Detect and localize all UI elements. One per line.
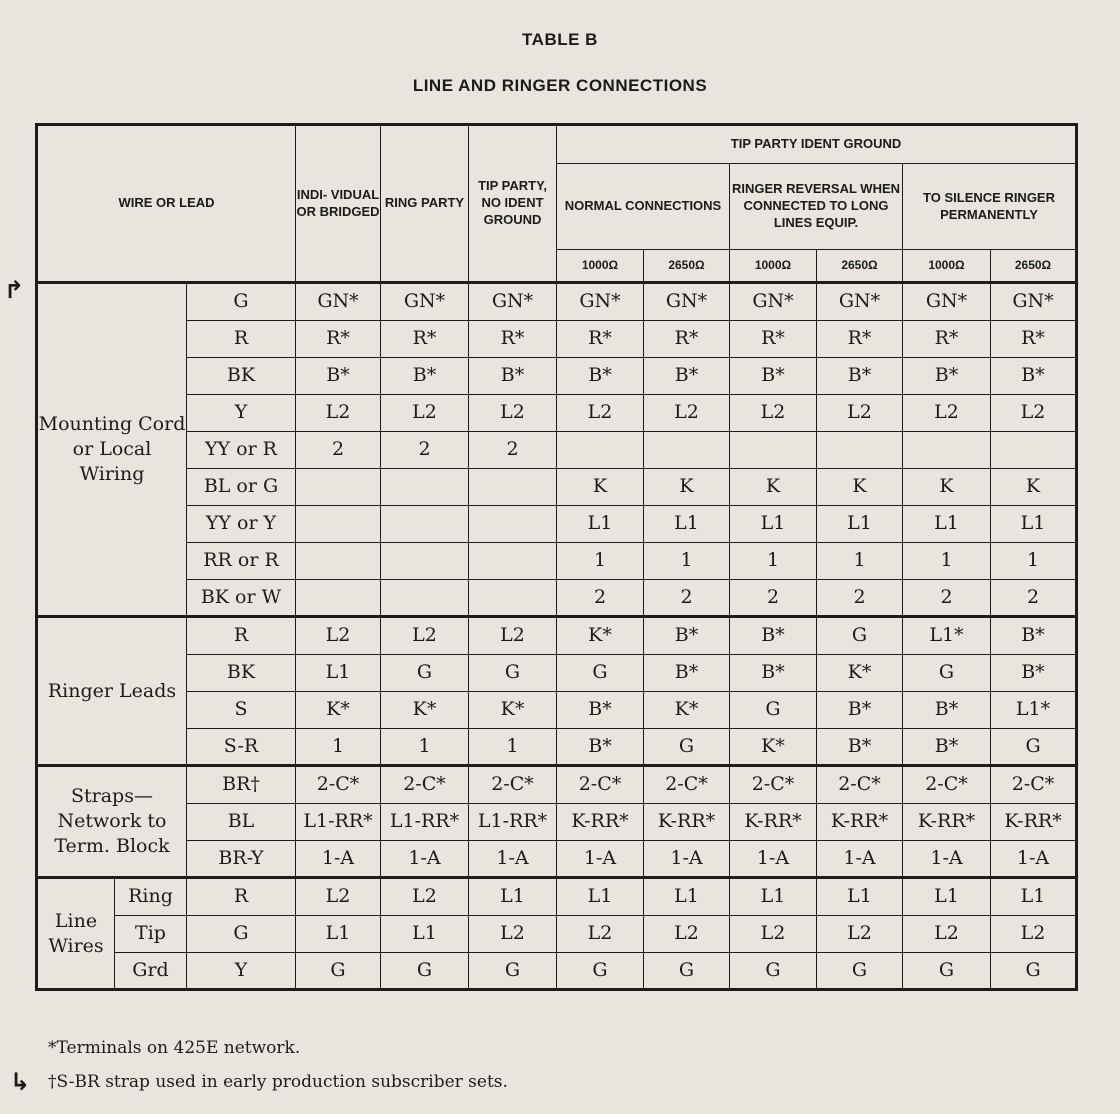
connection-cell: L2 [469,916,557,953]
connection-cell: B* [991,617,1077,655]
connection-cell: L1 [557,878,644,916]
footnote: †S-BR strap used in early production subscriber sets. [48,1072,508,1092]
table-row [37,321,1077,358]
table-row [37,432,1077,469]
connection-cell: L1 [817,878,903,916]
table-row [37,469,1077,506]
connection-cell: B* [730,358,817,395]
connection-cell [991,432,1077,469]
wire-cell: R [187,321,296,358]
connection-cell: B* [557,358,644,395]
header-ohm: 1000Ω [903,250,991,283]
connection-cell: L2 [644,916,730,953]
header-ohm: 1000Ω [730,250,817,283]
connection-cell: B* [730,617,817,655]
connection-cell: B* [817,692,903,729]
wire-cell: R [187,878,296,916]
connection-cell: 1 [296,729,381,766]
connection-cell: 2-C* [381,766,469,804]
connection-cell: G [296,953,381,990]
wire-cell: RR or R [187,543,296,580]
connection-cell: 1-A [557,841,644,878]
line-wire-label: Grd [115,953,187,990]
connection-cell: 2 [991,580,1077,617]
wire-cell: BK [187,655,296,692]
wire-cell: YY or R [187,432,296,469]
connection-cell [381,543,469,580]
footnote: *Terminals on 425E network. [48,1038,301,1058]
connection-cell: K [903,469,991,506]
connection-cell: R* [903,321,991,358]
connection-cell: B* [903,692,991,729]
connection-cell: 2-C* [557,766,644,804]
connection-cell: 2-C* [903,766,991,804]
corner-arrow-icon: ↱ [4,276,25,304]
connection-cell [557,432,644,469]
header-ohm: 2650Ω [991,250,1077,283]
connection-cell: G [469,655,557,692]
connection-cell: GN* [644,283,730,321]
connection-cell: B* [817,729,903,766]
connection-cell: L1 [644,878,730,916]
connection-cell: L1-RR* [296,804,381,841]
connection-cell: 2-C* [730,766,817,804]
corner-arrow-icon: ↳ [10,1068,31,1096]
connection-cell: 2 [469,432,557,469]
connection-cell: L2 [991,395,1077,432]
connection-cell: L1 [644,506,730,543]
connection-cell: 2 [903,580,991,617]
table-row [37,916,1077,953]
connection-cell: L2 [381,617,469,655]
connection-cell: 1 [991,543,1077,580]
wire-cell: Y [187,395,296,432]
connection-cell: G [817,617,903,655]
line-wire-label: Tip [115,916,187,953]
connection-cell: G [381,655,469,692]
connection-cell: K* [557,617,644,655]
wire-cell: G [187,916,296,953]
connection-cell: L2 [644,395,730,432]
table-row [37,395,1077,432]
connection-cell: K [730,469,817,506]
connection-cell: 1-A [991,841,1077,878]
header-wire-or-lead: WIRE OR LEAD [37,125,296,283]
connection-cell: R* [644,321,730,358]
connection-cell: 2 [644,580,730,617]
header-ohm: 1000Ω [557,250,644,283]
connection-cell: 1-A [817,841,903,878]
connection-cell: K* [296,692,381,729]
header-individual: INDI- VIDUAL OR BRIDGED [296,125,381,283]
connection-cell: L1 [817,506,903,543]
connection-cell: 2-C* [296,766,381,804]
connection-cell: L1 [469,878,557,916]
wire-cell: R [187,617,296,655]
connection-cell: GN* [469,283,557,321]
connection-cell: G [381,953,469,990]
connection-cell: 1-A [469,841,557,878]
connection-cell: K [557,469,644,506]
connection-cell: G [903,655,991,692]
table-row [37,617,1077,655]
connection-cell: B* [296,358,381,395]
connection-cell: L2 [296,878,381,916]
connection-cell: G [817,953,903,990]
connection-cell: B* [557,692,644,729]
table-subtitle: LINE AND RINGER CONNECTIONS [412,76,708,95]
connection-cell: K-RR* [991,804,1077,841]
connection-cell [469,506,557,543]
table-row [37,655,1077,692]
wire-cell: S-R [187,729,296,766]
wire-cell: YY or Y [187,506,296,543]
wire-cell: BL [187,804,296,841]
connection-cell: L2 [730,395,817,432]
connection-cell: GN* [991,283,1077,321]
connection-cell: 1 [644,543,730,580]
table-row [37,766,1077,804]
connection-cell: L1 [730,878,817,916]
connection-cell: R* [557,321,644,358]
connection-cell: K* [381,692,469,729]
connection-cell: K* [817,655,903,692]
table-title: TABLE B [522,30,598,49]
connection-cell: L2 [991,916,1077,953]
connection-cell: GN* [817,283,903,321]
connection-cell: GN* [903,283,991,321]
connection-cell: K [991,469,1077,506]
table-row [37,506,1077,543]
wire-cell: S [187,692,296,729]
connection-cell [381,469,469,506]
connection-cell: 2 [730,580,817,617]
connection-cell: 1-A [296,841,381,878]
connection-cell: L2 [381,395,469,432]
connection-cell: B* [644,358,730,395]
connection-cell: 1-A [644,841,730,878]
connection-cell: K-RR* [557,804,644,841]
connection-cell: 1 [903,543,991,580]
connection-cell [296,506,381,543]
connection-cell: B* [644,655,730,692]
connection-cell: G [557,953,644,990]
connection-cell [381,580,469,617]
connection-cell: G [991,953,1077,990]
connection-cell: B* [903,729,991,766]
wire-cell: BK or W [187,580,296,617]
connection-cell: 2 [381,432,469,469]
connection-cell: L2 [557,916,644,953]
line-wire-label: Ring [115,878,187,916]
connection-cell: L1 [903,878,991,916]
group-label: Straps— Network to Term. Block [37,766,187,878]
connection-cell: R* [296,321,381,358]
connection-cell [296,543,381,580]
connection-cell: GN* [730,283,817,321]
connection-cell [817,432,903,469]
connection-cell: K* [469,692,557,729]
connection-cell [469,469,557,506]
connection-cell: R* [730,321,817,358]
connection-cell: B* [817,358,903,395]
connection-cell: 1 [557,543,644,580]
connection-cell: 2 [817,580,903,617]
connection-cell: L1 [296,916,381,953]
connection-cell [381,506,469,543]
header-normal: NORMAL CONNECTIONS [557,164,730,250]
connection-cell: 1-A [381,841,469,878]
connection-cell: G [644,729,730,766]
connection-cell: 1 [381,729,469,766]
connection-cell: B* [557,729,644,766]
connection-cell: 2-C* [817,766,903,804]
header-ring-party: RING PARTY [381,125,469,283]
connection-cell: B* [991,358,1077,395]
connection-cell: R* [991,321,1077,358]
connection-cell: R* [817,321,903,358]
connection-cell: G [469,953,557,990]
connection-cell: 1 [817,543,903,580]
connection-cell [903,432,991,469]
connection-cell: G [557,655,644,692]
connection-cell: 2-C* [644,766,730,804]
connection-cell: G [991,729,1077,766]
connection-cell: B* [903,358,991,395]
connection-cell: L1 [296,655,381,692]
connections-table [35,123,1078,991]
connection-cell: L2 [903,395,991,432]
connection-cell: L2 [817,916,903,953]
connection-cell: K-RR* [817,804,903,841]
table-row [37,543,1077,580]
connection-cell: L2 [730,916,817,953]
connection-cell: K* [644,692,730,729]
table-row [37,953,1077,990]
connection-cell: L1-RR* [381,804,469,841]
connection-cell: R* [469,321,557,358]
connection-cell [644,432,730,469]
connection-cell: L2 [557,395,644,432]
connection-cell: G [730,953,817,990]
connection-cell: 1 [469,729,557,766]
wire-cell: BR† [187,766,296,804]
group-label: Mounting Cord or Local Wiring [37,283,187,617]
connection-cell: L1* [991,692,1077,729]
connection-cell [469,580,557,617]
header-ohm: 2650Ω [644,250,730,283]
connection-cell: G [644,953,730,990]
table-row [37,878,1077,916]
connection-cell [296,469,381,506]
table-row [37,841,1077,878]
connection-cell: L1 [381,916,469,953]
connection-cell: K-RR* [903,804,991,841]
group-label: Ringer Leads [37,617,187,766]
connection-cell: B* [991,655,1077,692]
connection-cell: L2 [381,878,469,916]
header-silence: TO SILENCE RINGER PERMANENTLY [903,164,1077,250]
connection-cell: 2-C* [469,766,557,804]
connection-cell: L1 [557,506,644,543]
table-row [37,580,1077,617]
connection-cell: L1 [991,506,1077,543]
connection-cell: K-RR* [730,804,817,841]
connection-cell [296,580,381,617]
wire-cell: Y [187,953,296,990]
table-row [37,358,1077,395]
connection-cell: R* [381,321,469,358]
wire-cell: BL or G [187,469,296,506]
connection-cell: L1 [903,506,991,543]
header-reversal: RINGER REVERSAL WHEN CONNECTED TO LONG LINES EQUIP. [730,164,903,250]
connection-cell: B* [469,358,557,395]
connection-cell: L2 [817,395,903,432]
table-row [37,729,1077,766]
connection-cell: L2 [469,617,557,655]
connection-cell: L2 [469,395,557,432]
header-tip-party-ident-ground: TIP PARTY IDENT GROUND [557,125,1077,164]
connection-cell: GN* [557,283,644,321]
group-label: Line Wires [37,878,115,990]
wire-cell: BK [187,358,296,395]
connection-cell: G [730,692,817,729]
connection-cell: L2 [903,916,991,953]
connection-cell: K [644,469,730,506]
connection-cell: G [903,953,991,990]
connection-cell: B* [644,617,730,655]
table-row [37,692,1077,729]
connection-cell: L1 [730,506,817,543]
connection-cell: L1 [991,878,1077,916]
wire-cell: BR-Y [187,841,296,878]
connection-cell: K [817,469,903,506]
table-row [37,283,1077,321]
connection-cell: B* [381,358,469,395]
connection-cell: 1-A [903,841,991,878]
header-tip-party-no-ident: TIP PARTY, NO IDENT GROUND [469,125,557,283]
connection-cell: L1* [903,617,991,655]
connection-cell: GN* [381,283,469,321]
connection-cell: L1-RR* [469,804,557,841]
table-row [37,804,1077,841]
connection-cell: 1-A [730,841,817,878]
connection-cell [730,432,817,469]
connection-cell: B* [730,655,817,692]
connection-cell: L2 [296,395,381,432]
connection-cell: K-RR* [644,804,730,841]
connection-cell [469,543,557,580]
connection-cell: GN* [296,283,381,321]
connection-cell: 2 [296,432,381,469]
connection-cell: 2-C* [991,766,1077,804]
connection-cell: L2 [296,617,381,655]
connection-cell: K* [730,729,817,766]
connection-cell: 1 [730,543,817,580]
header-ohm: 2650Ω [817,250,903,283]
wire-cell: G [187,283,296,321]
connection-cell: 2 [557,580,644,617]
